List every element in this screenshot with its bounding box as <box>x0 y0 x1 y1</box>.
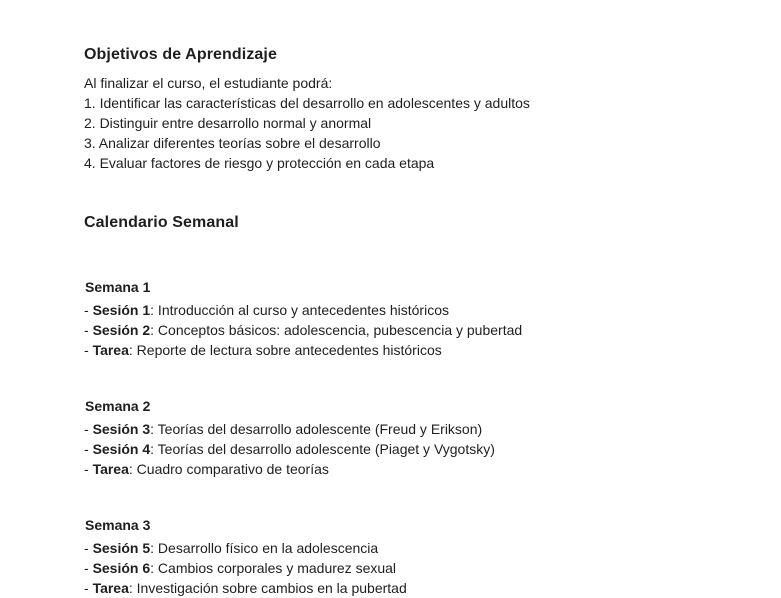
objectives-intro: Al finalizar el curso, el estudiante podrá: <box>84 75 333 91</box>
week-heading: Semana 2 <box>85 398 151 414</box>
objective-item: 3. Analizar diferentes teorías sobre el desarrollo <box>84 135 381 151</box>
schedule-item: - Sesión 6: Cambios corporales y madurez sexual <box>84 560 397 576</box>
schedule-item: - Sesión 5: Desarrollo físico en la adolescencia <box>84 540 379 556</box>
schedule-item: - Sesión 4: Teorías del desarrollo adolescente (Piaget y Vygotsky) <box>84 441 495 457</box>
schedule-item: - Sesión 3: Teorías del desarrollo adolescente (Freud y Erikson) <box>84 421 483 437</box>
schedule-item: - Tarea: Investigación sobre cambios en la pubertad <box>84 580 407 596</box>
schedule-item: - Sesión 2: Conceptos básicos: adolescencia, pubescencia y pubertad <box>84 322 523 338</box>
week-heading: Semana 3 <box>85 517 151 533</box>
objective-item: 4. Evaluar factores de riesgo y protección en cada etapa <box>84 155 435 171</box>
schedule-item: - Tarea: Reporte de lectura sobre antecedentes históricos <box>84 342 442 358</box>
schedule-item: - Sesión 1: Introducción al curso y antecedentes históricos <box>84 302 449 318</box>
objective-item: 1. Identificar las características del desarrollo en adolescentes y adultos <box>84 95 530 111</box>
calendar-heading: Calendario Semanal <box>84 214 239 231</box>
schedule-item: - Tarea: Cuadro comparativo de teorías <box>84 461 329 477</box>
week-heading: Semana 1 <box>85 279 151 295</box>
objectives-heading: Objetivos de Aprendizaje <box>84 46 277 63</box>
objective-item: 2. Distinguir entre desarrollo normal y anormal <box>84 115 372 131</box>
